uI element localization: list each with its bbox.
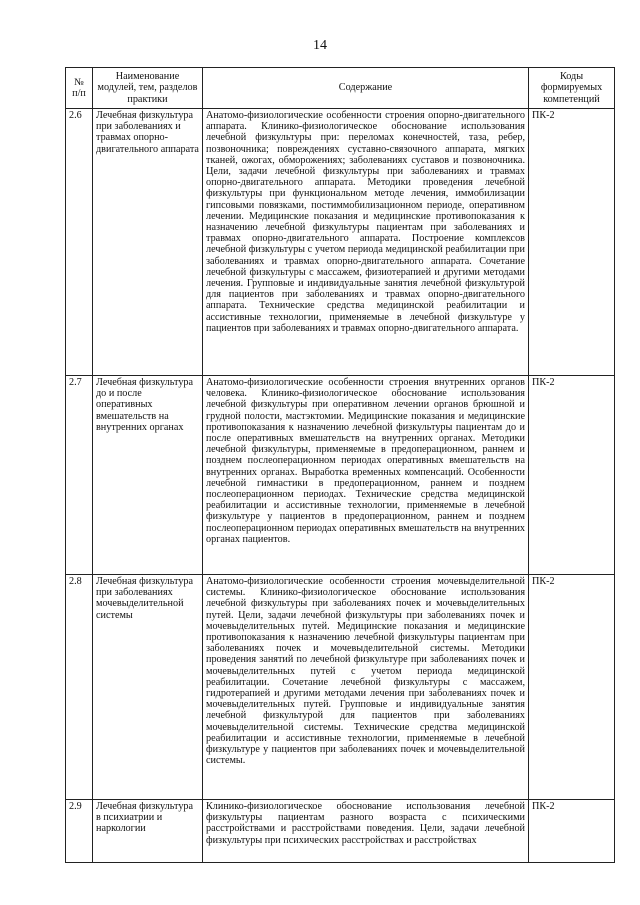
row-module-name: Лечебная физкультура в психиатрии и наркологии — [93, 800, 203, 863]
header-content: Содержание — [203, 68, 529, 109]
row-content: Анатомо-физиологические особенности строения опорно-двигательного аппарата. Клинико-физиологическое обоснование использования лечебной физкультуры при: переломах конечностей, таза, ребер, позвоночника; повреждениях суставно-связочного аппарата, мягких тканей, ожогах, обморожениях; заболеваниях суставов и позвоночника. Цели, задачи лечебной физкультуры при заболеваниях и травмах опорно-двигательного аппарата. Методики проведения лечебной физкультуры при функциональном методе лечения, иммобилизации гипсовыми повязками, постиммобилизационном периоде, оперативном лечении. Медицинские показания и медицинские противопоказания к назначению лечебной физкультуры пациентам при заболеваниях и травмах опорно-двигательного аппарата. Построение комплексов лечебной физкультуры с учетом периода медицинской реабилитации при заболеваниях и травмах опорно-двигательного аппарата. Сочетание лечебной физкультуры с массажем, физиотерапией и другими методами лечения. Групповые и индивидуальные занятия лечебной физкультурой для пациентов при заболеваниях и травмах опорно-двигательного аппарата. Технические средства медицинской реабилитации и ассистивные технологии, применяемые в лечебной физкультуре у пациентов при заболеваниях и травмах опорно-двигательного аппарата. — [203, 109, 529, 376]
row-content: Клинико-физиологическое обоснование использования лечебной физкультуры пациентам разного возраста с психическими расстройствами и расстройствами поведения. Цели, задачи лечебной физкультуры при психических расстройствах и расстройствах — [203, 800, 529, 863]
row-competency-code: ПК-2 — [529, 575, 615, 800]
row-competency-code: ПК-2 — [529, 376, 615, 575]
row-module-name: Лечебная физкультура при заболеваниях и травмах опорно-двигательного аппарата — [93, 109, 203, 376]
row-content: Анатомо-физиологические особенности строения мочевыделительной системы. Клинико-физиологическое обоснование использования лечебной физкультуры при заболеваниях почек и мочевыделительных путей. Цели, задачи лечебной физкультуры при заболеваниях почек и мочевыделительных путей. Медицинские показания и медицинские противопоказания к назначению лечебной физкультуры пациентам при заболеваниях почек и мочевыделительной системы. Методики проведения занятий по лечебной физкультуре при заболеваниях почек и мочевыделительных путей с учетом периода медицинской реабилитации. Сочетание лечебной физкультуры с массажем, гидротерапией и другими методами лечения при заболеваниях почек и мочевыделительных путей. Групповые и индивидуальные занятия лечебной физкультурой для пациентов при заболеваниях мочевыделительной системы. Технические средства медицинской реабилитации и ассистивные технологии, применяемые в лечебной физкультуре у пациентов при заболеваниях почек и мочевыделительной системы. — [203, 575, 529, 800]
row-num: 2.9 — [66, 800, 93, 863]
row-module-name: Лечебная физкультура при заболеваниях мочевыделительной системы — [93, 575, 203, 800]
table-row — [66, 109, 615, 376]
table-row — [66, 376, 615, 575]
table-row — [66, 800, 615, 863]
row-num: 2.7 — [66, 376, 93, 575]
row-competency-code: ПК-2 — [529, 109, 615, 376]
page-number: 14 — [313, 38, 327, 53]
table-header-row — [66, 68, 615, 109]
row-num: 2.6 — [66, 109, 93, 376]
header-name: Наименование модулей, тем, разделов практики — [93, 68, 203, 109]
table-row — [66, 575, 615, 800]
header-num: № п/п — [66, 68, 93, 109]
row-content: Анатомо-физиологические особенности строения внутренних органов человека. Клинико-физиологическое обоснование использования лечебной физкультуры при оперативном лечении органов брюшной и грудной полости, мастэктомии. Медицинские показания и медицинские противопоказания к назначению лечебной физкультуры пациентам до и после оперативных вмешательств на внутренних органах. Методики лечебной физкультуры, применяемые в предоперационном, раннем и позднем послеоперационном периодах оперативных вмешательств на внутренних органах. Выработка временных компенсаций. Особенности лечебной гимнастики в предоперационном, раннем и позднем послеоперационном периодах. Технические средства медицинской реабилитации и ассистивные технологии, применяемые в лечебной физкультуре у пациентов в предоперационном, раннем и позднем послеоперационном периодах оперативных вмешательств на внутренних органах пациентов. — [203, 376, 529, 575]
curriculum-table — [65, 67, 615, 863]
row-num: 2.8 — [66, 575, 93, 800]
row-competency-code: ПК-2 — [529, 800, 615, 863]
row-module-name: Лечебная физкультура до и после оперативных вмешательств на внутренних органах — [93, 376, 203, 575]
header-codes: Коды формируемых компетенций — [529, 68, 615, 109]
